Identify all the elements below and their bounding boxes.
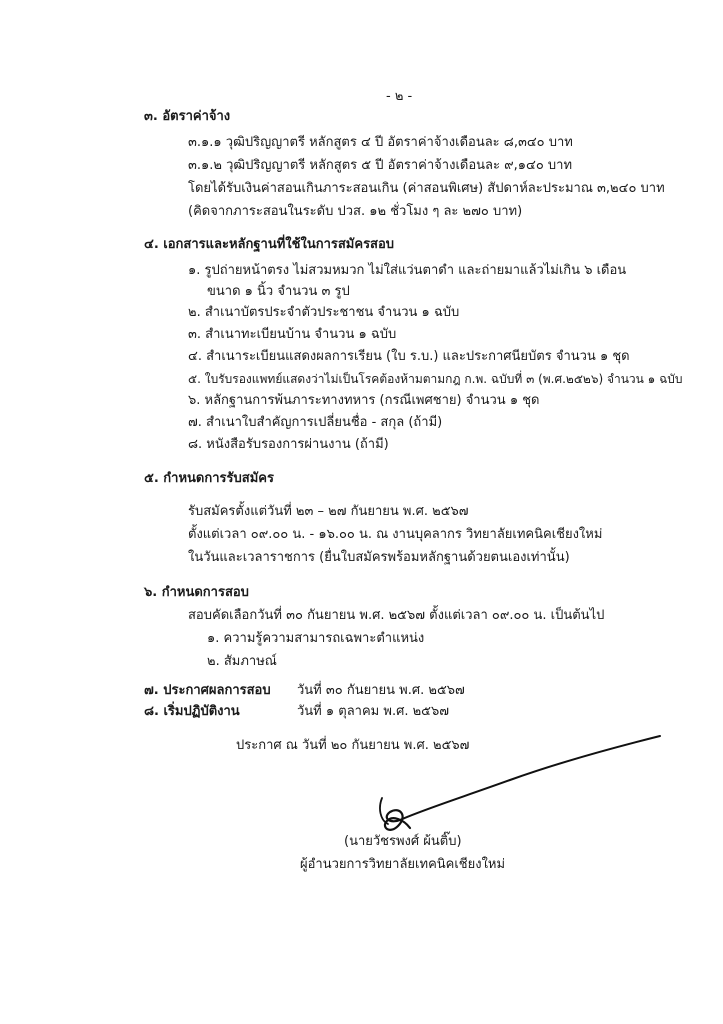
section8-heading: ๘. เริ่มปฏิบัติงาน: [144, 704, 240, 719]
section5-line-1: รับสมัครตั้งแต่วันที่ ๒๓ – ๒๗ กันยายน พ.ศ. ๒๕๖๗: [188, 504, 469, 519]
section3-line-3: โดยได้รับเงินค่าสอนเกินภาระสอนเกิน (ค่าสอนพิเศษ) สัปดาห์ละประมาณ ๓,๒๔๐ บาท: [188, 181, 665, 196]
section4-item-6: ๖. หลักฐานการพ้นภาระทางทหาร (กรณีเพศชาย) จำนวน ๑ ชุด: [188, 393, 540, 408]
section6-line-3: ๒. สัมภาษณ์: [207, 654, 277, 669]
section7-heading: ๗. ประกาศผลการสอบ: [144, 683, 271, 698]
section4-item-5: ๕. ใบรับรองแพทย์แสดงว่าไม่เป็นโรคต้องห้ามตามกฎ ก.พ. ฉบับที่ ๓ (พ.ศ.๒๕๒๖) จำนวน ๑ ฉบับ: [188, 372, 683, 386]
section3-line-2: ๓.๑.๒ วุฒิปริญญาตรี หลักสูตร ๕ ปี อัตราค่าจ้างเดือนละ ๙,๑๔๐ บาท: [188, 158, 573, 173]
section4-item-3: ๓. สำเนาทะเบียนบ้าน จำนวน ๑ ฉบับ: [188, 327, 397, 342]
section4-item-1: ๑. รูปถ่ายหน้าตรง ไม่สวมหมวก ไม่ใส่แว่นตาดำ และถ่ายมาแล้วไม่เกิน ๖ เดือน: [188, 263, 627, 278]
page-number: - ๒ -: [386, 89, 413, 104]
section7-text: วันที่ ๓๐ กันยายน พ.ศ. ๒๕๖๗: [297, 683, 465, 698]
section6-line-1: สอบคัดเลือกวันที่ ๓๐ กันยายน พ.ศ. ๒๕๖๗ ตั้งแต่เวลา ๐๙.๐๐ น. เป็นต้นไป: [188, 608, 605, 623]
section5-heading: ๕. กำหนดการรับสมัคร: [144, 471, 274, 486]
section6-heading: ๖. กำหนดการสอบ: [144, 585, 249, 600]
section4-heading: ๔. เอกสารและหลักฐานที่ใช้ในการสมัครสอบ: [144, 237, 395, 252]
signer-name: (นายวัชรพงศ์ ผ้นติ๊บ): [344, 834, 462, 849]
signature-image: [360, 728, 680, 838]
section3-line-1: ๓.๑.๑ วุฒิปริญญาตรี หลักสูตร ๔ ปี อัตราค่าจ้างเดือนละ ๘,๓๔๐ บาท: [188, 135, 573, 150]
section4-item-2: ๒. สำเนาบัตรประจำตัวประชาชน จำนวน ๑ ฉบับ: [188, 305, 460, 320]
section4-item-7: ๗. สำเนาใบสำคัญการเปลี่ยนชื่อ - สกุล (ถ้ามี): [188, 415, 443, 430]
announce-date: ประกาศ ณ วันที่ ๒๐ กันยายน พ.ศ. ๒๕๖๗: [236, 738, 470, 753]
section4-item-8: ๘. หนังสือรับรองการผ่านงาน (ถ้ามี): [188, 437, 389, 452]
section6-line-2: ๑. ความรู้ความสามารถเฉพาะตำแหน่ง: [207, 631, 425, 646]
section5-line-2: ตั้งแต่เวลา ๐๙.๐๐ น. - ๑๖.๐๐ น. ณ งานบุคลากร วิทยาลัยเทคนิคเชียงใหม่: [188, 527, 603, 542]
signer-position: ผู้อำนวยการวิทยาลัยเทคนิคเชียงใหม่: [300, 857, 506, 872]
section5-line-3: ในวันและเวลาราชการ (ยื่นใบสมัครพร้อมหลักฐานด้วยตนเองเท่านั้น): [188, 550, 570, 565]
section4-item-1-cont: ขนาด ๑ นิ้ว จำนวน ๓ รูป: [207, 284, 350, 299]
section3-heading: ๓. อัตราค่าจ้าง: [144, 109, 231, 124]
section3-line-4: (คิดจากภาระสอนในระดับ ปวส. ๑๒ ชั่วโมง ๆ ละ ๒๗๐ บาท): [188, 204, 523, 219]
section4-item-4: ๔. สำเนาระเบียนแสดงผลการเรียน (ใบ ร.บ.) และประกาศนียบัตร จำนวน ๑ ชุด: [188, 349, 630, 364]
section8-text: วันที่ ๑ ตุลาคม พ.ศ. ๒๕๖๗: [297, 704, 450, 719]
